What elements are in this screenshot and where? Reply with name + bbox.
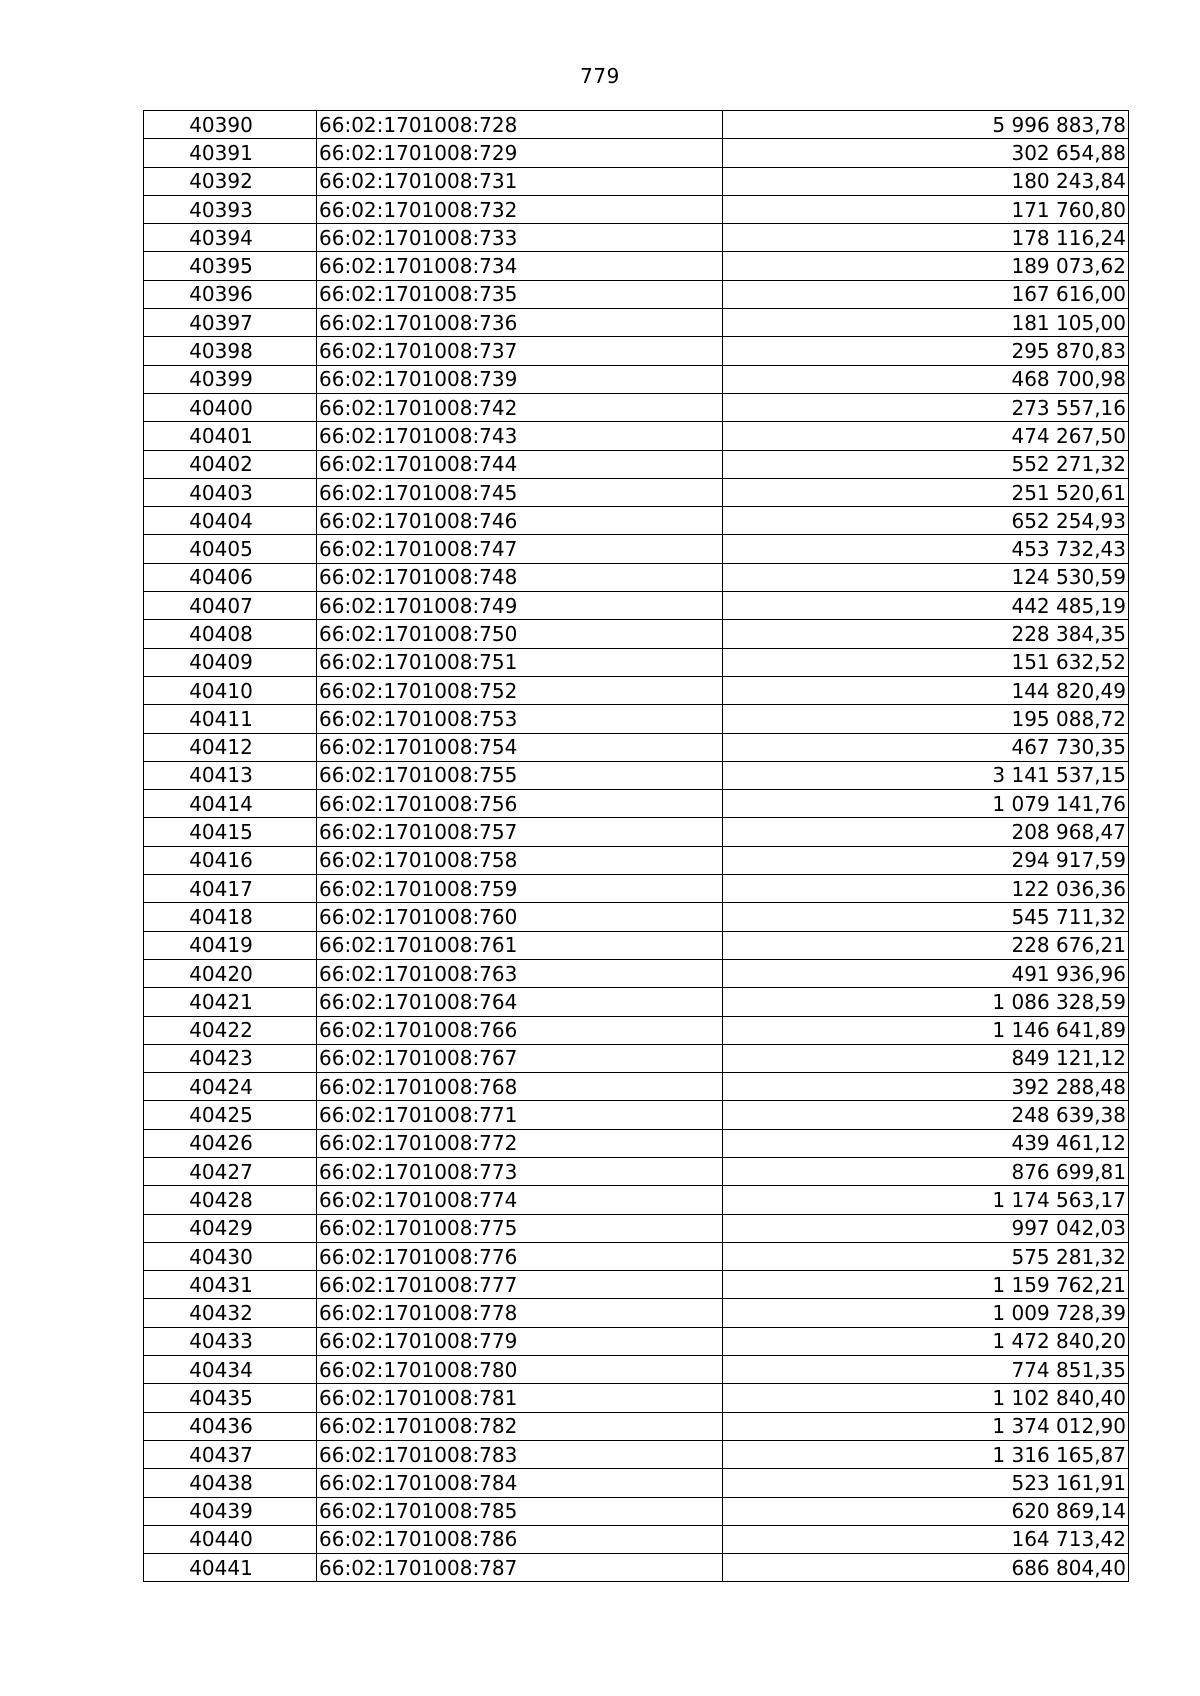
cadastral-number-cell: 66:02:1701008:735 (317, 280, 723, 308)
cadastral-number-cell: 66:02:1701008:785 (317, 1497, 723, 1525)
cadastral-number-cell: 66:02:1701008:776 (317, 1242, 723, 1270)
cadastral-number-cell: 66:02:1701008:750 (317, 620, 723, 648)
cadastral-value-cell: 1 159 762,21 (723, 1271, 1129, 1299)
cadastral-value-cell: 295 870,83 (723, 337, 1129, 365)
table-row (144, 252, 1129, 280)
row-number-cell: 40428 (144, 1186, 317, 1214)
cadastral-number-cell: 66:02:1701008:784 (317, 1469, 723, 1497)
cadastral-value-cell: 686 804,40 (723, 1554, 1129, 1582)
row-number-cell: 40396 (144, 280, 317, 308)
row-number-cell: 40408 (144, 620, 317, 648)
table-row (144, 139, 1129, 167)
table-row (144, 393, 1129, 421)
cadastral-value-cell: 302 654,88 (723, 139, 1129, 167)
table-row (144, 592, 1129, 620)
cadastral-value-cell: 3 141 537,15 (723, 761, 1129, 789)
cadastral-value-cell: 1 009 728,39 (723, 1299, 1129, 1327)
cadastral-number-cell: 66:02:1701008:737 (317, 337, 723, 365)
table-row (144, 563, 1129, 591)
cadastral-value-cell: 997 042,03 (723, 1214, 1129, 1242)
cadastral-number-cell: 66:02:1701008:729 (317, 139, 723, 167)
cadastral-number-cell: 66:02:1701008:748 (317, 563, 723, 591)
row-number-cell: 40399 (144, 365, 317, 393)
cadastral-number-cell: 66:02:1701008:756 (317, 790, 723, 818)
cadastral-number-cell: 66:02:1701008:742 (317, 393, 723, 421)
cadastral-number-cell: 66:02:1701008:755 (317, 761, 723, 789)
cadastral-value-cell: 474 267,50 (723, 422, 1129, 450)
table-row (144, 422, 1129, 450)
table-row (144, 507, 1129, 535)
row-number-cell: 40440 (144, 1525, 317, 1553)
cadastral-number-cell: 66:02:1701008:768 (317, 1073, 723, 1101)
row-number-cell: 40436 (144, 1412, 317, 1440)
table-row (144, 818, 1129, 846)
row-number-cell: 40416 (144, 846, 317, 874)
cadastral-value-cell: 575 281,32 (723, 1242, 1129, 1270)
table-row (144, 733, 1129, 761)
table-row (144, 875, 1129, 903)
cadastral-number-cell: 66:02:1701008:766 (317, 1016, 723, 1044)
cadastral-value-cell: 442 485,19 (723, 592, 1129, 620)
cadastral-number-cell: 66:02:1701008:728 (317, 111, 723, 139)
cadastral-number-cell: 66:02:1701008:782 (317, 1412, 723, 1440)
cadastral-value-cell: 273 557,16 (723, 393, 1129, 421)
cadastral-value-cell: 1 102 840,40 (723, 1384, 1129, 1412)
cadastral-number-cell: 66:02:1701008:753 (317, 705, 723, 733)
row-number-cell: 40410 (144, 676, 317, 704)
table-row (144, 1242, 1129, 1270)
cadastral-value-cell: 189 073,62 (723, 252, 1129, 280)
cadastral-value-cell: 167 616,00 (723, 280, 1129, 308)
row-number-cell: 40390 (144, 111, 317, 139)
cadastral-number-cell: 66:02:1701008:739 (317, 365, 723, 393)
cadastral-value-cell: 124 530,59 (723, 563, 1129, 591)
cadastral-value-cell: 849 121,12 (723, 1044, 1129, 1072)
row-number-cell: 40423 (144, 1044, 317, 1072)
table-row (144, 931, 1129, 959)
cadastral-value-cell: 251 520,61 (723, 478, 1129, 506)
row-number-cell: 40421 (144, 988, 317, 1016)
row-number-cell: 40398 (144, 337, 317, 365)
row-number-cell: 40402 (144, 450, 317, 478)
row-number-cell: 40420 (144, 959, 317, 987)
cadastral-value-cell: 1 316 165,87 (723, 1440, 1129, 1468)
cadastral-number-cell: 66:02:1701008:749 (317, 592, 723, 620)
row-number-cell: 40430 (144, 1242, 317, 1270)
table-row (144, 1412, 1129, 1440)
row-number-cell: 40425 (144, 1101, 317, 1129)
cadastral-value-cell: 652 254,93 (723, 507, 1129, 535)
cadastral-value-cell: 248 639,38 (723, 1101, 1129, 1129)
table-row (144, 761, 1129, 789)
cadastral-number-cell: 66:02:1701008:763 (317, 959, 723, 987)
cadastral-value-cell: 1 086 328,59 (723, 988, 1129, 1016)
cadastral-number-cell: 66:02:1701008:777 (317, 1271, 723, 1299)
cadastral-value-cell: 164 713,42 (723, 1525, 1129, 1553)
cadastral-number-cell: 66:02:1701008:780 (317, 1356, 723, 1384)
cadastral-value-cell: 171 760,80 (723, 195, 1129, 223)
cadastral-number-cell: 66:02:1701008:771 (317, 1101, 723, 1129)
row-number-cell: 40404 (144, 507, 317, 535)
cadastral-value-cell: 228 676,21 (723, 931, 1129, 959)
cadastral-value-cell: 552 271,32 (723, 450, 1129, 478)
cadastral-value-cell: 180 243,84 (723, 167, 1129, 195)
row-number-cell: 40407 (144, 592, 317, 620)
cadastral-number-cell: 66:02:1701008:767 (317, 1044, 723, 1072)
table-row (144, 450, 1129, 478)
cadastral-number-cell: 66:02:1701008:787 (317, 1554, 723, 1582)
row-number-cell: 40437 (144, 1440, 317, 1468)
table-row (144, 337, 1129, 365)
row-number-cell: 40441 (144, 1554, 317, 1582)
row-number-cell: 40415 (144, 818, 317, 846)
cadastral-value-cell: 1 472 840,20 (723, 1327, 1129, 1355)
table-row (144, 648, 1129, 676)
cadastral-number-cell: 66:02:1701008:760 (317, 903, 723, 931)
row-number-cell: 40412 (144, 733, 317, 761)
table-row (144, 705, 1129, 733)
cadastral-number-cell: 66:02:1701008:774 (317, 1186, 723, 1214)
cadastral-number-cell: 66:02:1701008:775 (317, 1214, 723, 1242)
cadastral-value-cell: 144 820,49 (723, 676, 1129, 704)
cadastral-number-cell: 66:02:1701008:786 (317, 1525, 723, 1553)
row-number-cell: 40405 (144, 535, 317, 563)
row-number-cell: 40406 (144, 563, 317, 591)
table-row (144, 1469, 1129, 1497)
row-number-cell: 40429 (144, 1214, 317, 1242)
cadastral-number-cell: 66:02:1701008:781 (317, 1384, 723, 1412)
table-row (144, 846, 1129, 874)
cadastral-number-cell: 66:02:1701008:734 (317, 252, 723, 280)
table-row (144, 1440, 1129, 1468)
cadastral-number-cell: 66:02:1701008:752 (317, 676, 723, 704)
cadastral-value-cell: 876 699,81 (723, 1157, 1129, 1185)
table-row (144, 280, 1129, 308)
cadastral-value-cell: 1 079 141,76 (723, 790, 1129, 818)
cadastral-value-cell: 774 851,35 (723, 1356, 1129, 1384)
cadastral-value-table (143, 110, 1129, 1582)
table-row (144, 1525, 1129, 1553)
cadastral-number-cell: 66:02:1701008:757 (317, 818, 723, 846)
table-row (144, 1356, 1129, 1384)
cadastral-number-cell: 66:02:1701008:732 (317, 195, 723, 223)
cadastral-value-cell: 1 146 641,89 (723, 1016, 1129, 1044)
cadastral-value-cell: 178 116,24 (723, 224, 1129, 252)
row-number-cell: 40424 (144, 1073, 317, 1101)
row-number-cell: 40422 (144, 1016, 317, 1044)
cadastral-value-cell: 453 732,43 (723, 535, 1129, 563)
row-number-cell: 40414 (144, 790, 317, 818)
cadastral-number-cell: 66:02:1701008:783 (317, 1440, 723, 1468)
row-number-cell: 40434 (144, 1356, 317, 1384)
row-number-cell: 40418 (144, 903, 317, 931)
row-number-cell: 40411 (144, 705, 317, 733)
table-row (144, 790, 1129, 818)
cadastral-number-cell: 66:02:1701008:758 (317, 846, 723, 874)
cadastral-number-cell: 66:02:1701008:754 (317, 733, 723, 761)
row-number-cell: 40391 (144, 139, 317, 167)
row-number-cell: 40392 (144, 167, 317, 195)
table-row (144, 1186, 1129, 1214)
table-row (144, 478, 1129, 506)
cadastral-value-cell: 5 996 883,78 (723, 111, 1129, 139)
row-number-cell: 40395 (144, 252, 317, 280)
cadastral-value-cell: 491 936,96 (723, 959, 1129, 987)
row-number-cell: 40431 (144, 1271, 317, 1299)
cadastral-number-cell: 66:02:1701008:779 (317, 1327, 723, 1355)
cadastral-number-cell: 66:02:1701008:772 (317, 1129, 723, 1157)
table-row (144, 224, 1129, 252)
cadastral-number-cell: 66:02:1701008:751 (317, 648, 723, 676)
table-row (144, 959, 1129, 987)
row-number-cell: 40393 (144, 195, 317, 223)
row-number-cell: 40417 (144, 875, 317, 903)
cadastral-value-cell: 523 161,91 (723, 1469, 1129, 1497)
table-row (144, 903, 1129, 931)
table-body (144, 111, 1129, 1582)
row-number-cell: 40433 (144, 1327, 317, 1355)
cadastral-value-cell: 208 968,47 (723, 818, 1129, 846)
cadastral-value-cell: 1 374 012,90 (723, 1412, 1129, 1440)
table-row (144, 620, 1129, 648)
page-number: 779 (580, 64, 620, 88)
cadastral-number-cell: 66:02:1701008:747 (317, 535, 723, 563)
table-row (144, 167, 1129, 195)
cadastral-value-cell: 1 174 563,17 (723, 1186, 1129, 1214)
row-number-cell: 40427 (144, 1157, 317, 1185)
cadastral-number-cell: 66:02:1701008:746 (317, 507, 723, 535)
row-number-cell: 40400 (144, 393, 317, 421)
cadastral-value-cell: 468 700,98 (723, 365, 1129, 393)
table-row (144, 1271, 1129, 1299)
cadastral-number-cell: 66:02:1701008:761 (317, 931, 723, 959)
table-row (144, 365, 1129, 393)
table-row (144, 1101, 1129, 1129)
cadastral-number-cell: 66:02:1701008:736 (317, 309, 723, 337)
row-number-cell: 40409 (144, 648, 317, 676)
cadastral-value-cell: 620 869,14 (723, 1497, 1129, 1525)
cadastral-value-cell: 181 105,00 (723, 309, 1129, 337)
row-number-cell: 40438 (144, 1469, 317, 1497)
cadastral-value-cell: 392 288,48 (723, 1073, 1129, 1101)
table-row (144, 1214, 1129, 1242)
cadastral-value-cell: 294 917,59 (723, 846, 1129, 874)
row-number-cell: 40435 (144, 1384, 317, 1412)
table-row (144, 676, 1129, 704)
table-row (144, 1129, 1129, 1157)
row-number-cell: 40394 (144, 224, 317, 252)
table-row (144, 1327, 1129, 1355)
table-row (144, 1497, 1129, 1525)
cadastral-value-cell: 122 036,36 (723, 875, 1129, 903)
cadastral-number-cell: 66:02:1701008:759 (317, 875, 723, 903)
cadastral-value-cell: 545 711,32 (723, 903, 1129, 931)
table-row (144, 1384, 1129, 1412)
table-row (144, 1554, 1129, 1582)
row-number-cell: 40419 (144, 931, 317, 959)
row-number-cell: 40426 (144, 1129, 317, 1157)
row-number-cell: 40432 (144, 1299, 317, 1327)
cadastral-number-cell: 66:02:1701008:731 (317, 167, 723, 195)
cadastral-number-cell: 66:02:1701008:764 (317, 988, 723, 1016)
table-row (144, 988, 1129, 1016)
table-row (144, 1157, 1129, 1185)
row-number-cell: 40401 (144, 422, 317, 450)
table-row (144, 111, 1129, 139)
cadastral-number-cell: 66:02:1701008:773 (317, 1157, 723, 1185)
cadastral-value-cell: 439 461,12 (723, 1129, 1129, 1157)
cadastral-number-cell: 66:02:1701008:743 (317, 422, 723, 450)
cadastral-value-cell: 467 730,35 (723, 733, 1129, 761)
cadastral-value-cell: 151 632,52 (723, 648, 1129, 676)
row-number-cell: 40397 (144, 309, 317, 337)
row-number-cell: 40413 (144, 761, 317, 789)
cadastral-value-cell: 228 384,35 (723, 620, 1129, 648)
cadastral-number-cell: 66:02:1701008:744 (317, 450, 723, 478)
row-number-cell: 40439 (144, 1497, 317, 1525)
cadastral-number-cell: 66:02:1701008:745 (317, 478, 723, 506)
table-row (144, 1016, 1129, 1044)
table-row (144, 1073, 1129, 1101)
table-row (144, 195, 1129, 223)
row-number-cell: 40403 (144, 478, 317, 506)
table-row (144, 535, 1129, 563)
cadastral-number-cell: 66:02:1701008:778 (317, 1299, 723, 1327)
table-row (144, 1044, 1129, 1072)
cadastral-number-cell: 66:02:1701008:733 (317, 224, 723, 252)
cadastral-value-cell: 195 088,72 (723, 705, 1129, 733)
table-row (144, 309, 1129, 337)
table-row (144, 1299, 1129, 1327)
